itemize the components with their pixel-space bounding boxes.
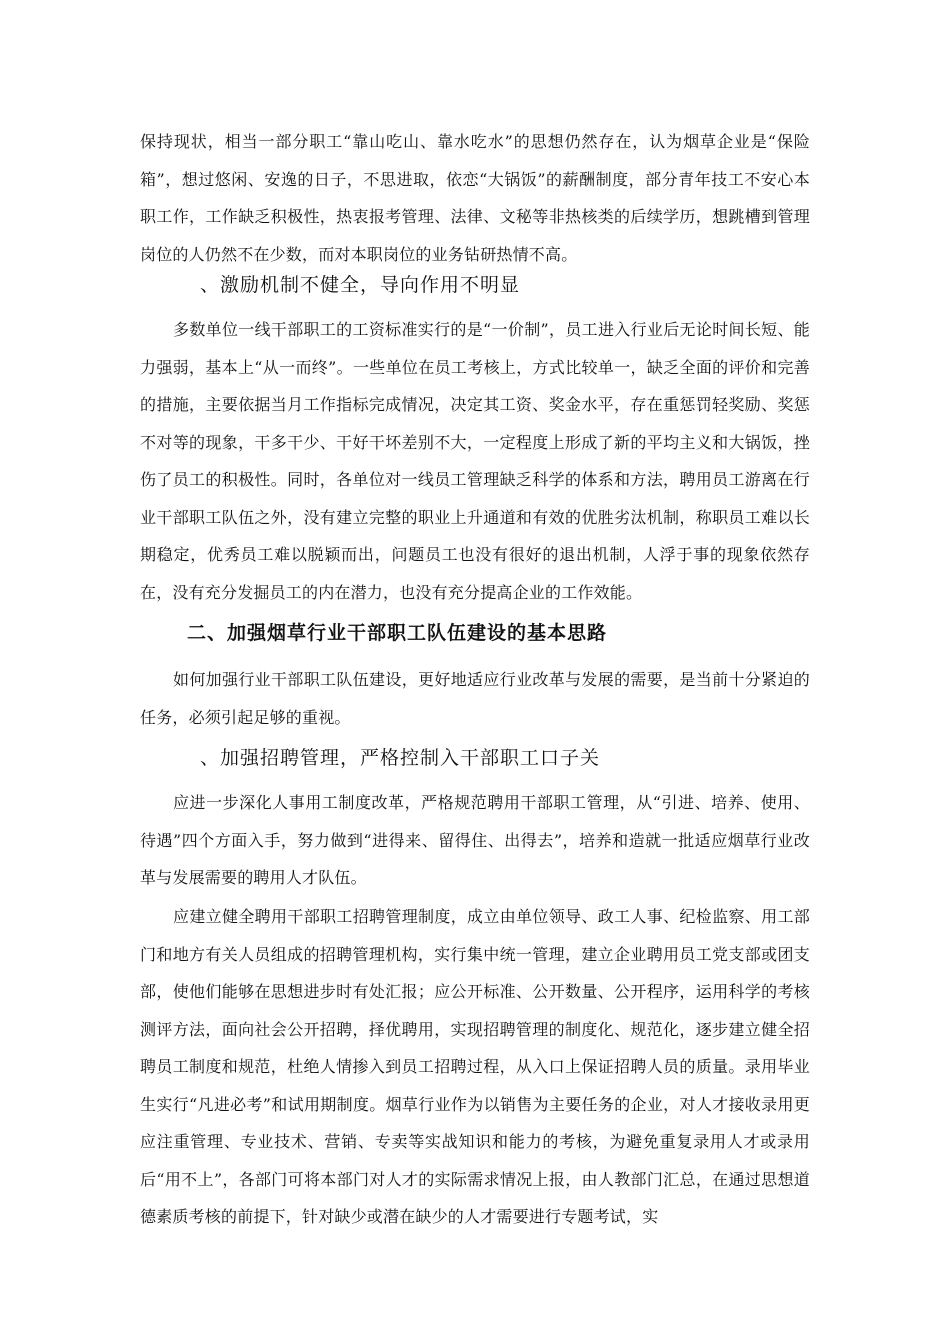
paragraph-text: 保持现状，相当一部分职工“靠山吃山、靠水吃水”的思想仍然存在，认为烟草企业是“保险箱”，想过悠闲、安逸的日子，不思进取，依恋“大锅饭”的薪酬制度，部分青年技工不安心本职工作，工作缺乏积极性，热衷报考管理、法律、文秘等非热核类的后续学历，想跳槽到管理岗位的人仍然不在少数，而对本职岗位的业务钻研热情不高。: [140, 132, 810, 264]
paragraph-text: 应进一步深化人事用工制度改革，严格规范聘用干部职工管理，从“引进、培养、使用、待遇”四个方面入手，努力做到“进得来、留得住、出得去”，培养和造就一批适应烟草行业改革与发展需要的聘用人才队伍。: [140, 793, 810, 887]
paragraph-text: 如何加强行业干部职工队伍建设，更好地适应行业改革与发展的需要，是当前十分紧迫的任务，必须引起足够的重视。: [140, 670, 810, 727]
paragraph-2: [140, 311, 810, 611]
paragraph-4: [140, 784, 810, 897]
paragraph-3: [140, 661, 810, 736]
paragraph-text: 多数单位一线干部职工的工资标准实行的是“一价制”，员工进入行业后无论时间长短、能力强弱，基本上“从一而终”。一些单位在员工考核上，方式比较单一，缺乏全面的评价和完善的措施，主要依据当月工作指标完成情况，决定其工资、奖金水平，存在重惩罚轻奖励、奖惩不对等的现象，干多干少、干好干坏差别不大，一定程度上形成了新的平均主义和大锅饭，挫伤了员工的积极性。同时，各单位对一线员工管理缺乏科学的体系和方法，聘用员工游离在行业干部职工队伍之外，没有建立完整的职业上升通道和有效的优胜劣汰机制，称职员工难以长期稳定，优秀员工难以脱颖而出，问题员工也没有很好的退出机制，人浮于事的现象依然存在，没有充分发掘员工的内在潜力，也没有充分提高企业的工作效能。: [140, 320, 810, 602]
section-heading-basic-ideas: [140, 618, 810, 648]
heading-text: 、加强招聘管理，严格控制入干部职工口子关: [200, 747, 601, 769]
paragraph-1: [140, 123, 810, 273]
section-heading-recruitment: [140, 743, 810, 773]
heading-text: 、激励机制不健全，导向作用不明显: [200, 274, 521, 296]
section-heading-incentive: [140, 270, 810, 300]
paragraph-text: 应建立健全聘用干部职工招聘管理制度，成立由单位领导、政工人事、纪检监察、用工部门和地方有关人员组成的招聘管理机构，实行集中统一管理，建立企业聘用员工党支部或团支部，使他们能够在思想进步时有处汇报；应公开标准、公开数量、公开程序，运用科学的考核测评方法，面向社会公开招聘，择优聘用，实现招聘管理的制度化、规范化，逐步建立健全招聘员工制度和规范，杜绝人情掺入到员工招聘过程，从入口上保证招聘人员的质量。录用毕业生实行“凡进必考”和试用期制度。烟草行业作为以销售为主要任务的企业，对人才接收录用更应注重管理、专业技术、营销、专卖等实战知识和能力的考核，为避免重复录用人才或录用后“用不上”，各部门可将本部门对人才的实际需求情况上报，由人教部门汇总，在通过思想道德素质考核的前提下，针对缺少或潜在缺少的人才需要进行专题考试，实: [140, 907, 810, 1226]
heading-text: 二、加强烟草行业干部职工队伍建设的基本思路: [187, 622, 608, 644]
paragraph-5: [140, 898, 810, 1236]
